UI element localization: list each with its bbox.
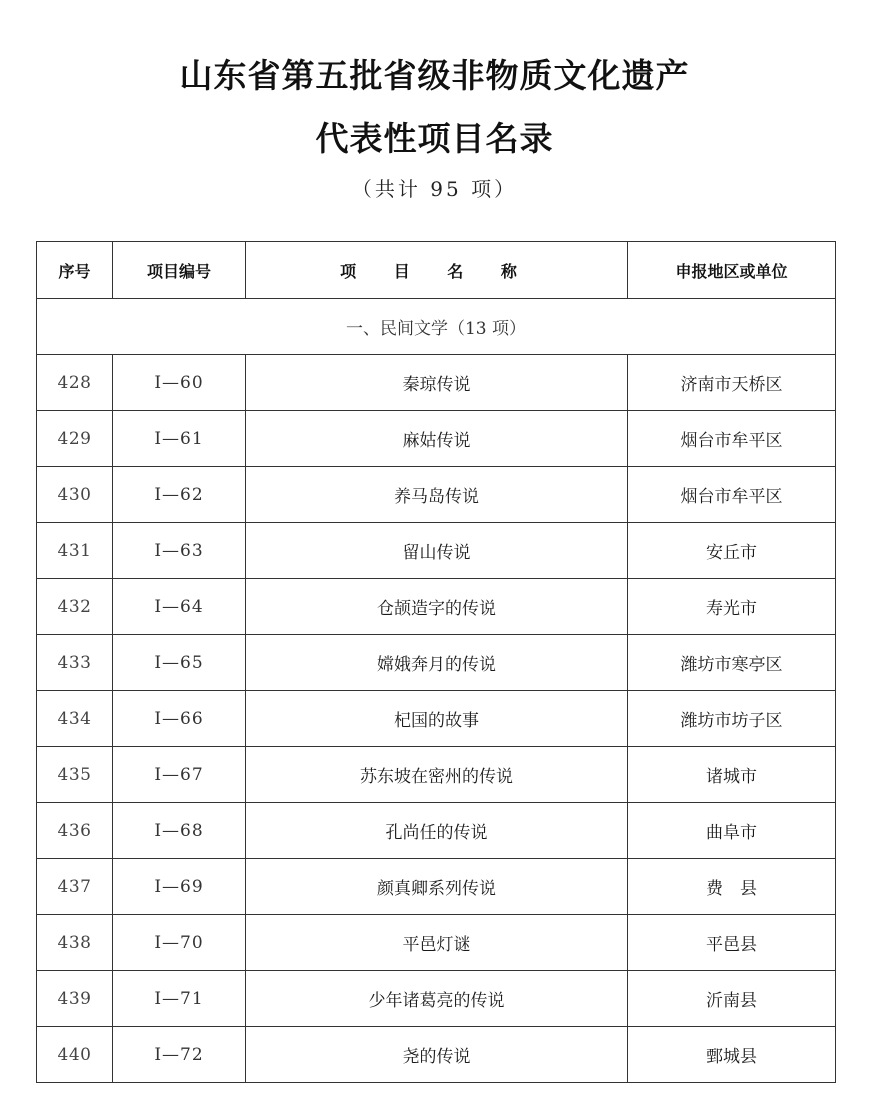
table-row [37, 355, 836, 411]
cell-code: I—62 [113, 467, 246, 523]
cell-name: 留山传说 [246, 523, 628, 579]
table-row [37, 467, 836, 523]
cell-code: I—63 [113, 523, 246, 579]
cell-seq: 434 [37, 691, 113, 747]
cell-seq: 435 [37, 747, 113, 803]
cell-unit: 潍坊市坊子区 [628, 691, 836, 747]
cell-name: 仓颉造字的传说 [246, 579, 628, 635]
cell-name: 苏东坡在密州的传说 [246, 747, 628, 803]
cell-seq: 433 [37, 635, 113, 691]
table-row [37, 579, 836, 635]
cell-name: 嫦娥奔月的传说 [246, 635, 628, 691]
cell-code: I—71 [113, 971, 246, 1027]
document-title-line2: 代表性项目名录 [315, 119, 554, 158]
header-unit: 申报地区或单位 [628, 242, 836, 299]
cell-unit: 潍坊市寒亭区 [628, 635, 836, 691]
cell-code: I—72 [113, 1027, 246, 1083]
cell-seq: 428 [37, 355, 113, 411]
document-subtitle: （共计 95 项） [351, 177, 518, 201]
cell-name: 杞国的故事 [246, 691, 628, 747]
cell-code: I—66 [113, 691, 246, 747]
cell-code: I—64 [113, 579, 246, 635]
cell-code: I—65 [113, 635, 246, 691]
cell-unit: 平邑县 [628, 915, 836, 971]
cell-code: I—69 [113, 859, 246, 915]
cell-code: I—60 [113, 355, 246, 411]
cell-name: 孔尚任的传说 [246, 803, 628, 859]
cell-unit: 济南市天桥区 [628, 355, 836, 411]
header-code: 项目编号 [113, 242, 246, 299]
table-row [37, 635, 836, 691]
table-header-row [37, 242, 836, 299]
cell-seq: 432 [37, 579, 113, 635]
section-row [37, 299, 836, 355]
cell-unit: 曲阜市 [628, 803, 836, 859]
header-name: 项 目 名 称 [246, 242, 628, 299]
table-row [37, 915, 836, 971]
cell-seq: 440 [37, 1027, 113, 1083]
cell-name: 平邑灯谜 [246, 915, 628, 971]
table-row [37, 971, 836, 1027]
cell-seq: 431 [37, 523, 113, 579]
cell-seq: 430 [37, 467, 113, 523]
table-row [37, 691, 836, 747]
cell-unit: 鄄城县 [628, 1027, 836, 1083]
cell-unit: 费 县 [628, 859, 836, 915]
cell-name: 颜真卿系列传说 [246, 859, 628, 915]
table-row [37, 523, 836, 579]
cell-name: 养马岛传说 [246, 467, 628, 523]
cell-seq: 436 [37, 803, 113, 859]
table-row [37, 411, 836, 467]
heritage-list-table [36, 241, 836, 1083]
cell-code: I—70 [113, 915, 246, 971]
table-row [37, 747, 836, 803]
table-row [37, 859, 836, 915]
document-title-line1: 山东省第五批省级非物质文化遗产 [179, 56, 690, 95]
cell-name: 尧的传说 [246, 1027, 628, 1083]
cell-seq: 429 [37, 411, 113, 467]
cell-unit: 安丘市 [628, 523, 836, 579]
cell-name: 麻姑传说 [246, 411, 628, 467]
header-seq: 序号 [37, 242, 113, 299]
cell-unit: 沂南县 [628, 971, 836, 1027]
cell-unit: 烟台市牟平区 [628, 467, 836, 523]
cell-code: I—68 [113, 803, 246, 859]
cell-unit: 诸城市 [628, 747, 836, 803]
cell-code: I—61 [113, 411, 246, 467]
cell-code: I—67 [113, 747, 246, 803]
cell-name: 少年诸葛亮的传说 [246, 971, 628, 1027]
section-label: 一、民间文学（13 项） [37, 299, 836, 355]
cell-name: 秦琼传说 [246, 355, 628, 411]
cell-seq: 439 [37, 971, 113, 1027]
cell-seq: 438 [37, 915, 113, 971]
table-row [37, 803, 836, 859]
cell-unit: 寿光市 [628, 579, 836, 635]
cell-seq: 437 [37, 859, 113, 915]
table-row [37, 1027, 836, 1083]
cell-unit: 烟台市牟平区 [628, 411, 836, 467]
